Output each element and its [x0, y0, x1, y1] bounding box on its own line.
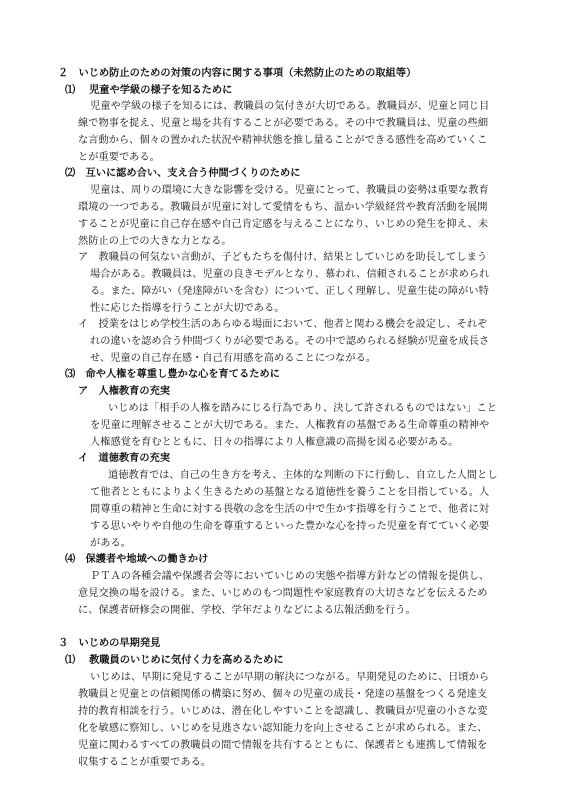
section-2-heading: ２ いじめ防止のための対策の内容に関する事項（未然防止のための取組等）	[58, 68, 417, 79]
paragraph-line: がある。	[90, 538, 131, 549]
paragraph-line: 児童や学級の様子を知るには、教職員の気付きが大切である。教職員が、児童と同じ目	[90, 101, 490, 112]
list-item-i-line: せ、児童の自己存在感・自己有用感を高めることにつながる。	[90, 353, 377, 364]
paragraph-line: 児童に関わるすべての教職員の間で情報を共有するとともに、保護者とも連携して情報を	[78, 740, 488, 751]
subsection-2-4-heading: ⑷ 保護者や地域への働きかけ	[65, 554, 209, 565]
paragraph-line: 収集することが重要である。	[78, 757, 212, 768]
subsection-2-2-heading: ⑵ 互いに認め合い、支え合う仲間づくりのために	[65, 168, 301, 179]
paragraph-line: とが重要である。	[78, 152, 160, 163]
paragraph-line: 道徳教育では、自己の生き方を考え、主体的な判断の下に行動し、自立した人間とし	[108, 470, 498, 481]
paragraph-line: 児童は、周りの環境に大きな影響を受ける。児童にとって、教職員の姿勢は重要な教育	[90, 185, 489, 196]
paragraph-line: ＰＴＡの各種会議や保護者会等においていじめの実態や指導方針などの情報を提供し、	[90, 571, 490, 582]
paragraph-line: て他者とともによりよく生きるための基盤となる道徳性を養うことを目指している。人	[90, 487, 490, 498]
paragraph-line: いじめは、早期に発見することが早期の解決につながる。早期発見のために、日頃から	[90, 672, 490, 683]
paragraph-line: 人権感覚を育むとともに、日々の指導により人権意識の高揚を図る必要がある。	[90, 437, 459, 448]
paragraph-line: 教職員と児童との信頼関係の構築に努め、個々の児童の成長・発達の基盤をつくる発達支	[78, 689, 488, 700]
paragraph-line: 意見交換の場を設ける。また、いじめのもつ問題性や家庭教育の大切さなどを伝えるため	[78, 588, 488, 599]
section-3-heading: ３ いじめの早期発見	[58, 638, 161, 649]
paragraph-line: する思いやりや自他の生命を尊重するといった豊かな心を持った児童を育てていく必要	[90, 521, 490, 532]
subsection-3-1-heading: ⑴ 教職員のいじめに気付く力を高めるために	[65, 655, 284, 666]
list-item-a-line: 性に応じた指導を行うことが大切である。	[90, 303, 285, 314]
item-i-heading: イ 道徳教育の充実	[78, 453, 171, 464]
paragraph-line: 線で物事を捉え、児童と場を共有することが必要である。その中で教職員は、児童の些細	[78, 118, 489, 129]
list-item-a-line: ア 教職員の何気ない言動が、子どもたちを傷付け、結果としていじめを助長してしまう	[78, 252, 488, 263]
paragraph-line: を児童に理解させることが大切である。また、人権教育の基盤である生命尊重の精神や	[90, 420, 490, 431]
paragraph-line: することが児童に自己存在感や自己肯定感を与えることになり、いじめの発生を抑え、未	[78, 219, 489, 230]
list-item-i-line: イ 授業をはじめ学校生活のあらゆる場面において、他者と関わる機会を設定し、それぞ	[78, 319, 488, 330]
subsection-2-3-heading: ⑶ 命や人権を尊重し豊かな心を育てるために	[65, 369, 280, 380]
paragraph-line: に、保護者研修会の開催、学校、学年だよりなどによる広報活動を行う。	[78, 605, 416, 616]
paragraph-line: いじめは「相手の人権を踏みにじる行為であり、決して許されるものではない」こと	[108, 403, 498, 414]
paragraph-line: 化を敏感に察知し、いじめを見逃さない認知能力を向上させることが求められる。また、	[78, 723, 488, 734]
list-item-a-line: 場合がある。教職員は、児童の良きモデルとなり、慕われ、信頼されることが求められ	[90, 269, 490, 280]
paragraph-line: 環境の一つである。教職員が児童に対して愛情をもち、温かい学級経営や教育活動を展開	[78, 202, 488, 213]
paragraph-line: な言動から、個々の置かれた状況や精神状態を推し量ることができる感性を高めていくこ	[78, 135, 488, 146]
paragraph-line: 持的教育相談を行う。いじめは、潜在化しやすいことを認識し、教職員が児童の小さな変	[78, 706, 488, 717]
subsection-2-1-heading: ⑴ 児童や学級の様子を知るために	[65, 85, 233, 96]
paragraph-line: 間尊重の精神と生命に対する畏敬の念を生活の中で生かす指導を行うことで、他者に対	[90, 504, 490, 515]
list-item-i-line: れの違いを認め合う仲間づくりが必要である。その中で認められる経験が児童を成長さ	[90, 336, 490, 347]
list-item-a-line: る。また、障がい（発達障がいを含む）について、正しく理解し、児童生徒の障がい特	[90, 286, 489, 297]
item-a-heading: ア 人権教育の充実	[78, 386, 171, 397]
paragraph-line: 然防止の上での大きな力となる。	[78, 236, 232, 247]
